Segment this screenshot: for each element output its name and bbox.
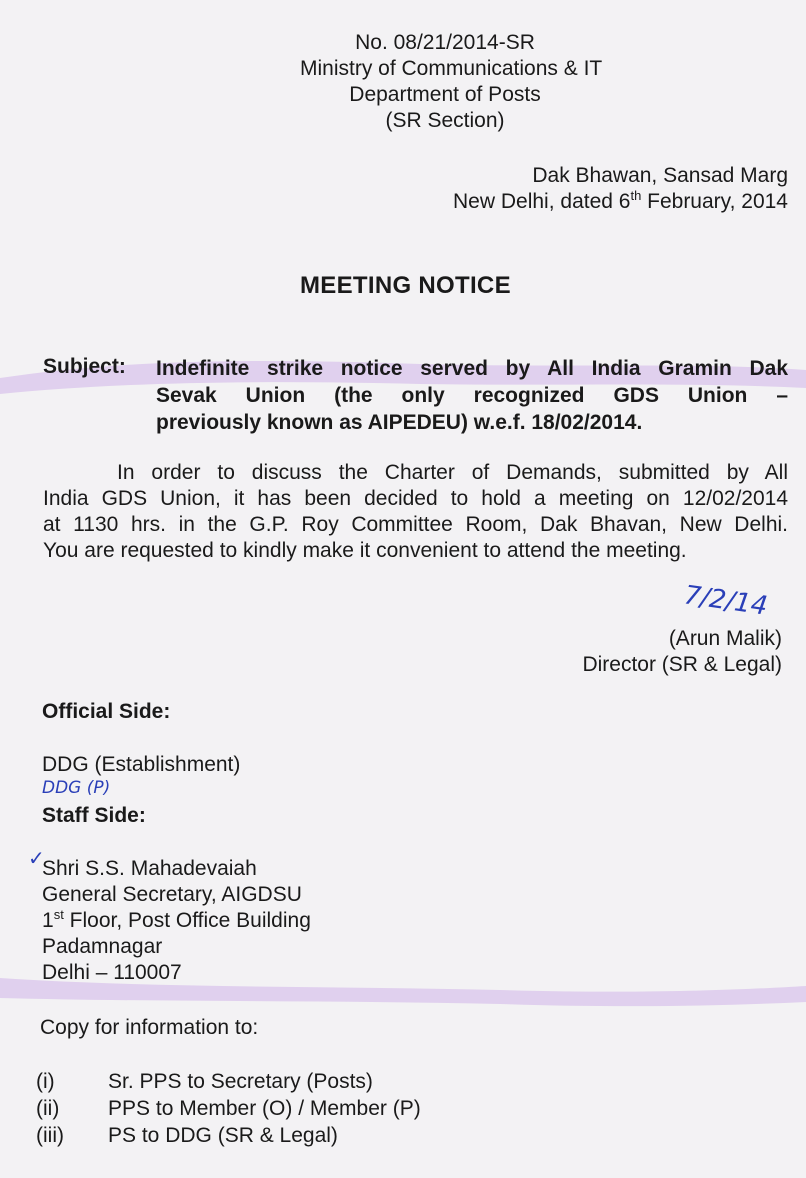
staff-designation: General Secretary, AIGDSU (42, 883, 302, 906)
subject-text (156, 355, 788, 436)
subject-line: Indefinite strike notice served by All India Gramin Dak (156, 357, 788, 380)
staff-address-city: Delhi – 110007 (42, 961, 182, 984)
signatory-designation: Director (SR & Legal) (582, 653, 782, 676)
letterhead (300, 30, 603, 134)
copy-to-heading: Copy for information to: (40, 1016, 259, 1039)
document-title: MEETING NOTICE (300, 272, 511, 299)
official-side-member: DDG (Establishment) (42, 753, 241, 776)
official-side-heading: Official Side: (42, 700, 171, 723)
department-name: Department of Posts (349, 83, 541, 106)
subject-line: previously known as AIPEDEU) w.e.f. 18/02/2014. (156, 411, 643, 434)
body-line: You are requested to kindly make it convenient to attend the meeting. (43, 539, 687, 562)
list-item: (ii) PPS to Member (O) / Member (P) (36, 1097, 421, 1120)
address-line: Dak Bhawan, Sansad Marg (532, 164, 788, 187)
body-line: In order to discuss the Charter of Demands, submitted by All (117, 461, 788, 484)
list-item: (i) Sr. PPS to Secretary (Posts) (36, 1070, 373, 1093)
body-line: India GDS Union, it has been decided to hold a meeting on 12/02/2014 (43, 487, 788, 510)
date-line: New Delhi, dated 6th February, 2014 (453, 188, 788, 213)
section-name: (SR Section) (385, 109, 505, 132)
staff-address-floor: 1st Floor, Post Office Building (42, 907, 311, 932)
ministry-name: Ministry of Communications & IT (300, 57, 603, 80)
subject-label: Subject: (43, 355, 126, 378)
handwritten-ddg-p: DDG (P) (42, 778, 111, 798)
staff-address-area: Padamnagar (42, 935, 163, 958)
staff-name: Shri S.S. Mahadevaiah (42, 857, 257, 880)
body-line: at 1130 hrs. in the G.P. Roy Committee Room, Dak Bhavan, New Delhi. (43, 513, 788, 536)
staff-side-heading: Staff Side: (42, 804, 146, 827)
signatory-name: (Arun Malik) (668, 627, 782, 650)
tick-icon: ✓ (28, 846, 45, 870)
body-paragraph (43, 460, 788, 564)
handwritten-signature: 7/2/14 (682, 580, 770, 622)
subject-line: Sevak Union (the only recognized GDS Union – (156, 384, 788, 407)
reference-number: No. 08/21/2014-SR (355, 31, 535, 54)
list-item: (iii) PS to DDG (SR & Legal) (36, 1124, 338, 1147)
